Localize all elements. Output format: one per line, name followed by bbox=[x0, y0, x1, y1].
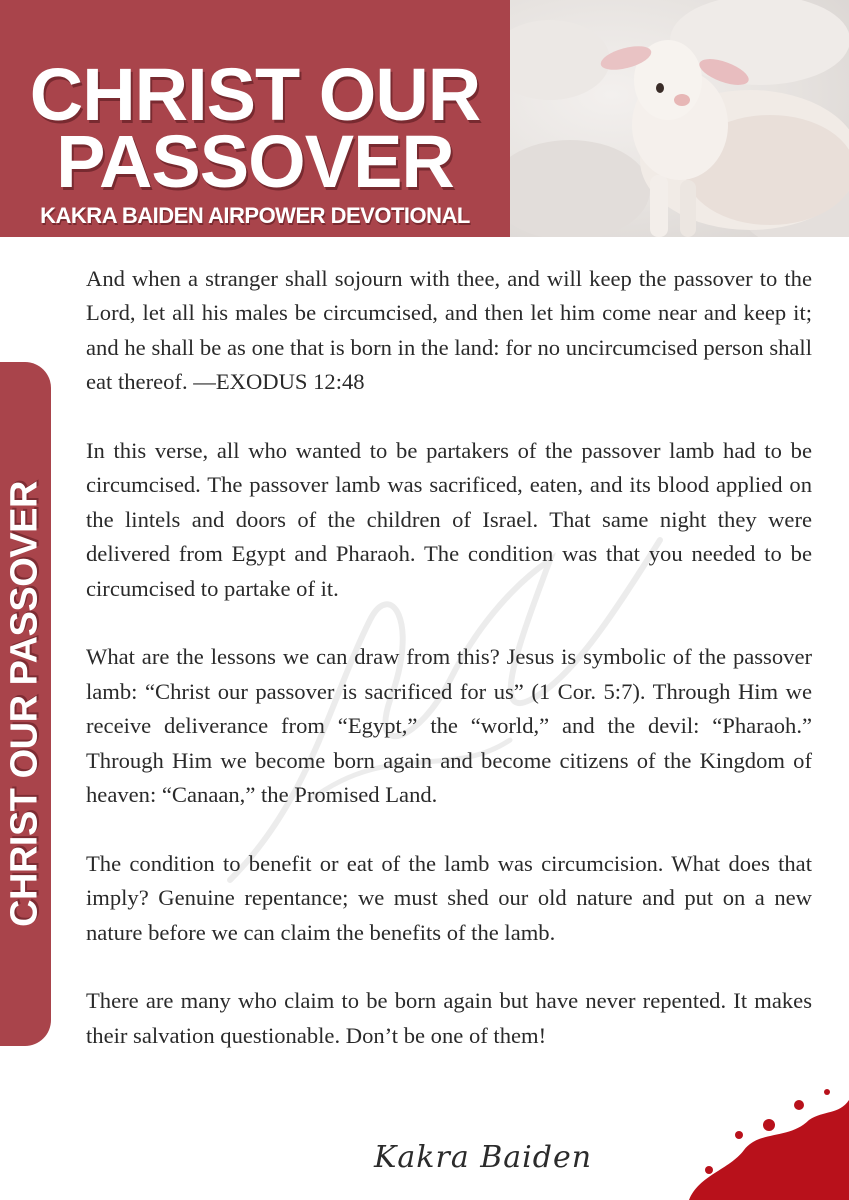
side-tab-label: CHRIST OUR PASSOVER bbox=[3, 481, 46, 927]
red-ink-splash bbox=[649, 1080, 849, 1200]
header-banner bbox=[0, 0, 849, 237]
body-paragraph: In this verse, all who wanted to be partakers of the passover lamb had to be circumcised. The passover lamb was sacrificed, eaten, and its blood applied on the lintels and doors of the children of Israel. That same night they were delivered from Egypt and Pharaoh. The condition was that you needed to be circumcised to partake of it. bbox=[86, 438, 812, 601]
lamb-photo bbox=[510, 0, 849, 237]
author-signature: Kakra Baiden bbox=[374, 1140, 593, 1175]
page-subtitle: KAKRA BAIDEN AIRPOWER DEVOTIONAL bbox=[40, 203, 470, 228]
scripture-paragraph: And when a stranger shall sojourn with thee, and will keep the passover to the Lord, let all his males be circumcised, and then let him come near and keep it; and he shall be as one that is born in the land: for no uncircumcised person shall eat thereof. —EXODUS 12:48 bbox=[86, 266, 812, 395]
body-paragraph: What are the lessons we can draw from this? Jesus is symbolic of the passover lamb: “Christ our passover is sacrificed for us” (1 Cor. 5:7). Through Him we receive deliverance from “Egypt,” the “world,” and the devil: “Pharaoh.” Through Him we become born again and become citizens of the Kingdom of heaven: “Canaan,” the Promised Land. bbox=[86, 644, 812, 808]
devotional-body bbox=[86, 262, 812, 1053]
title-panel bbox=[0, 0, 510, 237]
body-paragraph: The condition to benefit or eat of the lamb was circumcision. What does that imply? Genuine repentance; we must shed our old nature and put on a new nature before we can claim the benefits of the lamb. bbox=[86, 850, 812, 945]
lamb-illustration bbox=[510, 0, 849, 237]
page-title-line1: CHRIST OUR bbox=[29, 53, 481, 136]
body-paragraph: There are many who claim to be born again but have never repented. It makes their salvation questionable. Don’t be one of them! bbox=[86, 988, 812, 1048]
page-title-line2: PASSOVER bbox=[56, 120, 454, 203]
